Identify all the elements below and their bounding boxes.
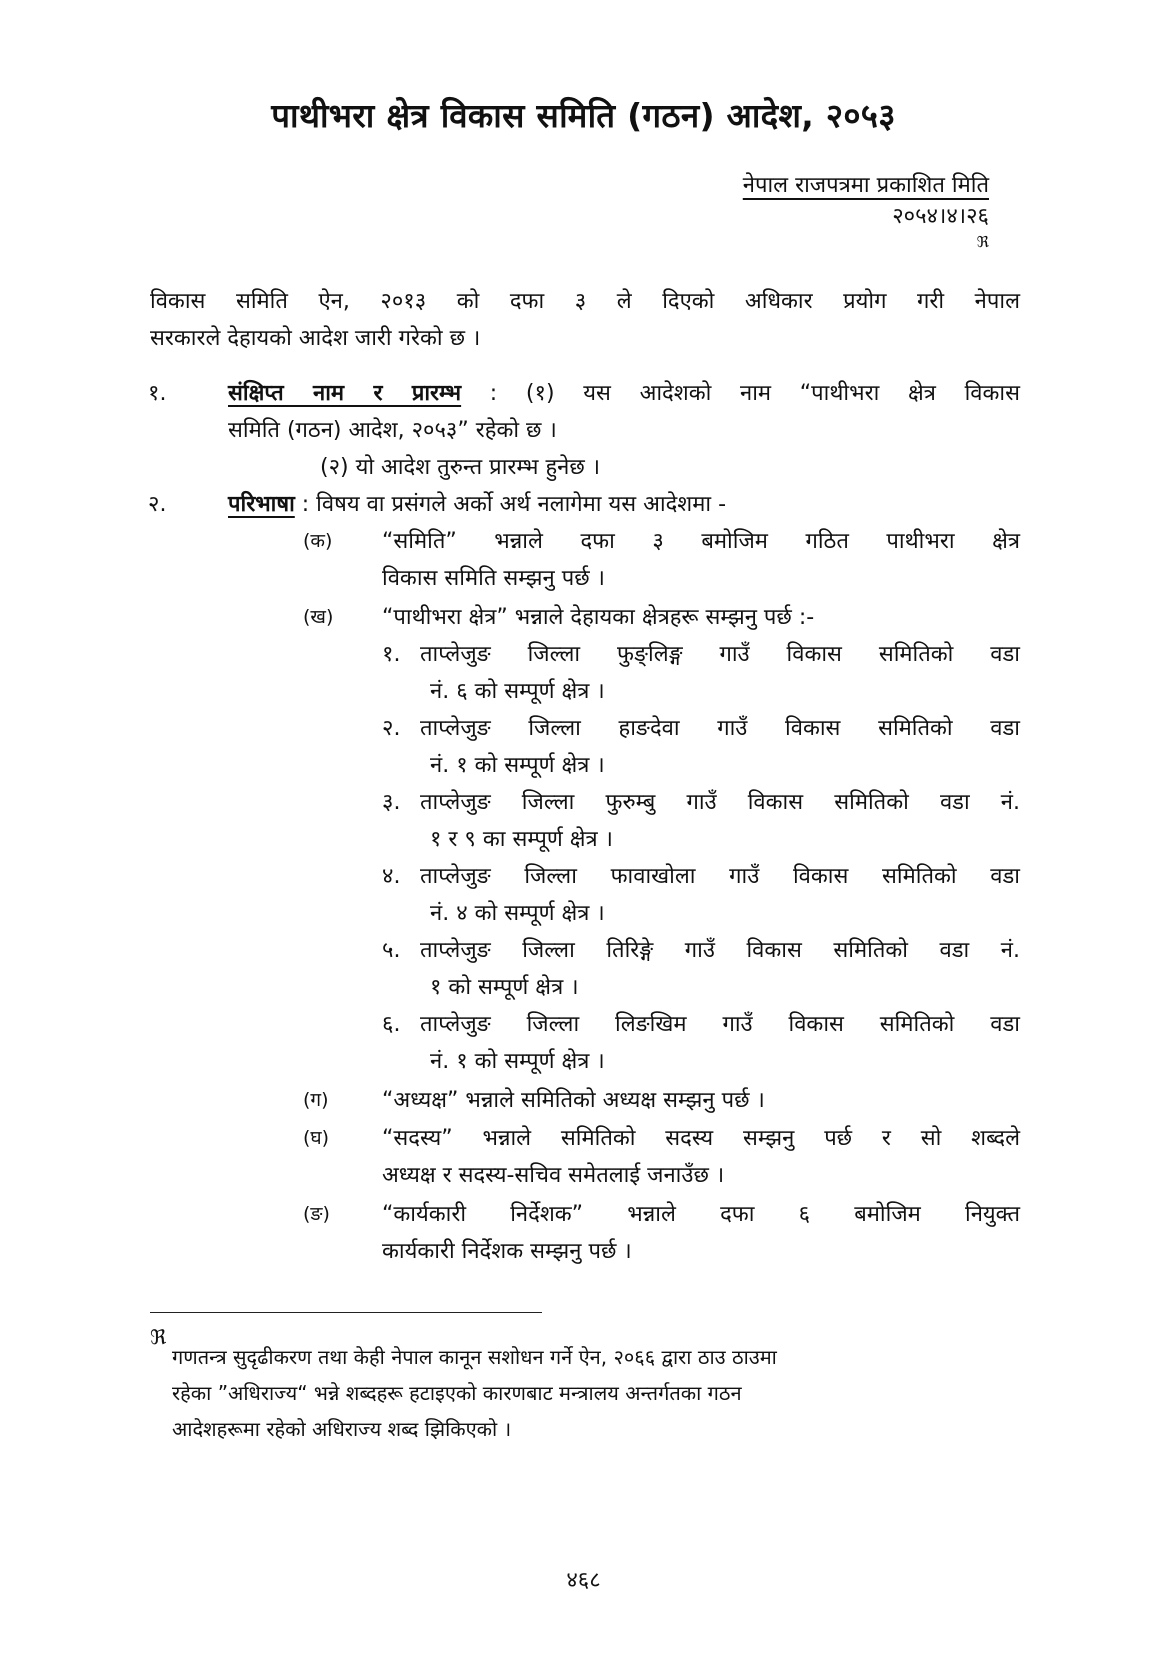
footnote-mark: ℜ — [150, 1325, 167, 1349]
footnote-line-1: गणतन्त्र सुदृढीकरण तथा केही नेपाल कानून सशोधन गर्ने ऐन, २०६६ द्वारा ठाउ ठाउमा — [172, 1345, 777, 1369]
intro-line-2: सरकारले देहायको आदेश जारी गरेको छ । — [150, 326, 481, 351]
footnote-divider — [150, 1312, 542, 1313]
clause-ka-line-2: विकास समिति सम्झनु पर्छ । — [382, 566, 606, 591]
section-2-heading: परिभाषा — [228, 492, 295, 517]
publication-label: नेपाल राजपत्रमा प्रकाशित मिति — [742, 173, 989, 198]
clause-ga-label: (ग) — [303, 1089, 329, 1111]
section-2-text: : विषय वा प्रसंगले अर्को अर्थ नलागेमा यस आदेशमा - — [294, 492, 727, 517]
area-item-5-number: ५. — [382, 938, 401, 963]
section-2-number: २. — [148, 492, 167, 517]
area-item-5-line-2: १ को सम्पूर्ण क्षेत्र । — [430, 975, 579, 1000]
section-1-line-1 — [228, 375, 1020, 412]
area-item-5-line-1: ताप्लेजुङ जिल्ला तिरिङ्गे गाउँ विकास समितिको वडा नं. — [420, 938, 1020, 963]
section-1-text: : (१) यस आदेशको नाम “पाथीभरा क्षेत्र विकास — [461, 381, 1020, 406]
area-item-4-number: ४. — [382, 864, 401, 889]
area-item-6-number: ६. — [382, 1012, 401, 1037]
area-item-1-number: १. — [382, 642, 401, 667]
area-item-2-line-1: ताप्लेजुङ जिल्ला हाङदेवा गाउँ विकास समितिको वडा — [420, 716, 1020, 741]
page-number: ४६८ — [566, 1568, 601, 1593]
area-item-6-line-2: नं. १ को सम्पूर्ण क्षेत्र । — [430, 1049, 605, 1074]
area-item-4-line-1: ताप्लेजुङ जिल्ला फावाखोला गाउँ विकास समितिको वडा — [420, 864, 1020, 889]
area-item-3-number: ३. — [382, 790, 401, 815]
area-item-1-line-1: ताप्लेजुङ जिल्ला फुङ्लिङ्ग गाउँ विकास समितिको वडा — [420, 642, 1020, 667]
clause-ka-label: (क) — [303, 530, 333, 552]
clause-ga-line-1: “अध्यक्ष” भन्नाले समितिको अध्यक्ष सम्झनु पर्छ । — [382, 1088, 765, 1113]
clause-nga-label: (ङ) — [303, 1203, 330, 1225]
clause-gha-line-1: “सदस्य” भन्नाले समितिको सदस्य सम्झनु पर्छ र सो शब्दले — [382, 1126, 1020, 1151]
section-1-heading: संक्षिप्त नाम र प्रारम्भ — [228, 381, 462, 406]
section-1-subclause-2: (२) यो आदेश तुरुन्त प्रारम्भ हुनेछ । — [320, 455, 601, 480]
document-title: पाथीभरा क्षेत्र विकास समिति (गठन) आदेश, २०५३ — [271, 96, 896, 135]
footnote-line-2: रहेका ”अधिराज्य“ भन्ने शब्दहरू हटाइएको कारणबाट मन्त्रालय अन्तर्गतका गठन — [172, 1381, 742, 1405]
area-item-6-line-1: ताप्लेजुङ जिल्ला लिङखिम गाउँ विकास समितिको वडा — [420, 1012, 1020, 1037]
publication-footnote-mark: ℜ — [976, 233, 989, 251]
clause-nga-line-2: कार्यकारी निर्देशक सम्झनु पर्छ । — [382, 1239, 632, 1264]
section-1-number: १. — [148, 381, 167, 406]
clause-gha-label: (घ) — [303, 1127, 330, 1149]
clause-gha-line-2: अध्यक्ष र सदस्य-सचिव समेतलाई जनाउँछ । — [382, 1163, 725, 1188]
clause-kha-line-1: “पाथीभरा क्षेत्र” भन्नाले देहायका क्षेत्रहरू सम्झनु पर्छ :- — [382, 605, 815, 630]
clause-kha-label: (ख) — [303, 606, 334, 628]
clause-ka-line-1: “समिति” भन्नाले दफा ३ बमोजिम गठित पाथीभरा क्षेत्र — [382, 529, 1020, 554]
footnote-line-3: आदेशहरूमा रहेको अधिराज्य शब्द झिकिएको । — [172, 1417, 512, 1441]
area-item-2-line-2: नं. १ को सम्पूर्ण क्षेत्र । — [430, 753, 605, 778]
area-item-3-line-2: १ र ९ का सम्पूर्ण क्षेत्र । — [430, 827, 613, 852]
section-2-line-1 — [228, 486, 726, 523]
section-1-line-2: समिति (गठन) आदेश, २०५३” रहेको छ । — [228, 418, 557, 443]
publication-info — [743, 170, 989, 252]
intro-line-1: विकास समिति ऐन, २०१३ को दफा ३ ले दिएको अधिकार प्रयोग गरी नेपाल — [150, 289, 1020, 314]
area-item-2-number: २. — [382, 716, 401, 741]
clause-nga-line-1: “कार्यकारी निर्देशक” भन्नाले दफा ६ बमोजिम नियुक्त — [382, 1202, 1020, 1227]
area-item-3-line-1: ताप्लेजुङ जिल्ला फुरुम्बु गाउँ विकास समितिको वडा नं. — [420, 790, 1020, 815]
area-item-1-line-2: नं. ६ को सम्पूर्ण क्षेत्र । — [430, 679, 605, 704]
area-item-4-line-2: नं. ४ को सम्पूर्ण क्षेत्र । — [430, 901, 605, 926]
publication-date: २०५४।४।२६ — [892, 204, 989, 229]
